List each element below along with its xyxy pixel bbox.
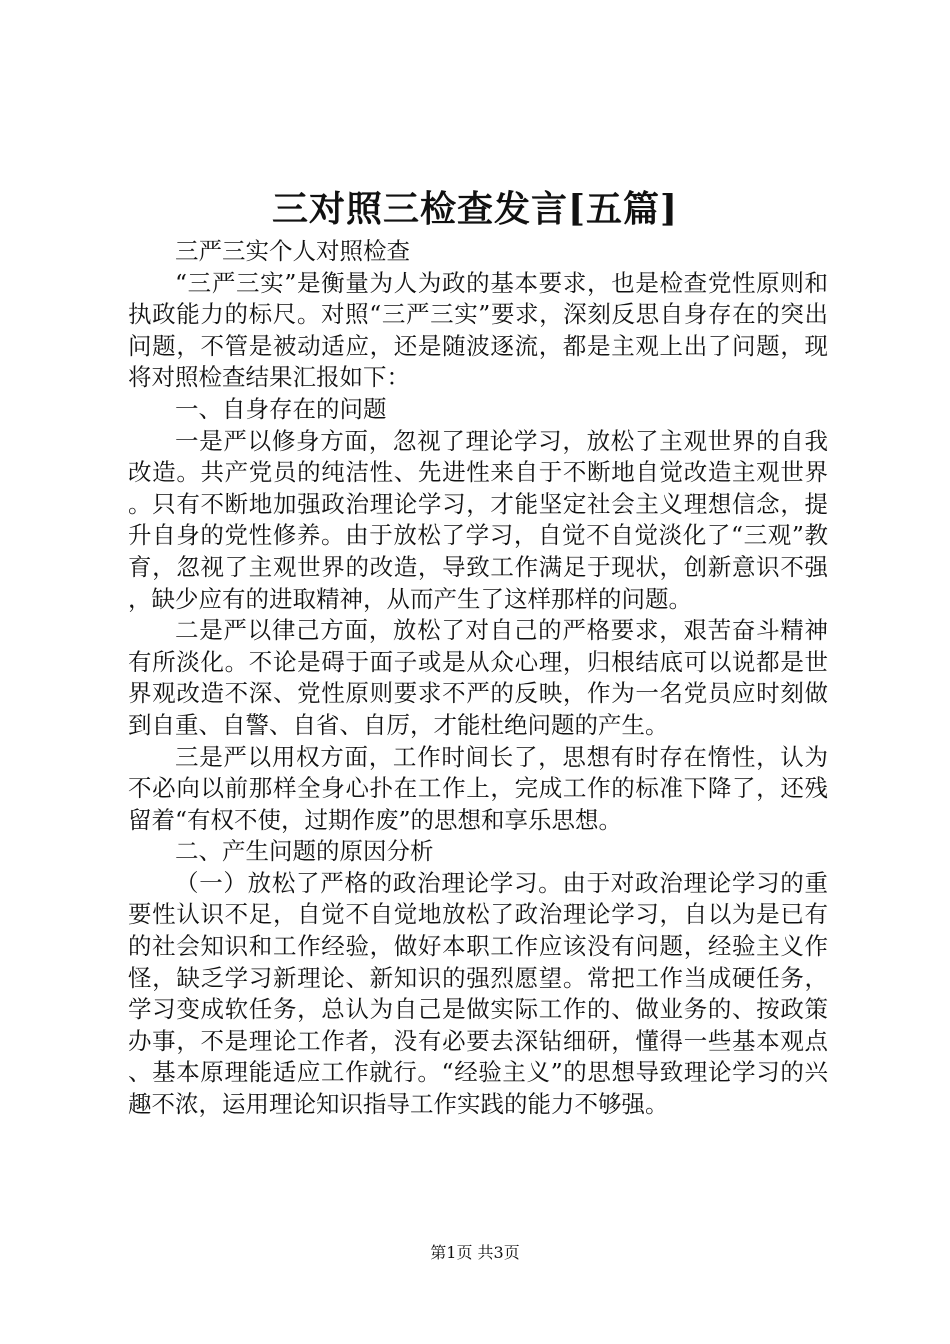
document-title: 三对照三检查发言[五篇]: [271, 188, 679, 230]
intro-paragraph: “三严三实”是衡量为人为政的基本要求，也是检查党性原则和执政能力的标尺。对照“三严三实”要求，深刻反思自身存在的突出问题，不管是被动适应，还是随波逐流，都是主观上出了问题，现将对照检查结果汇报如下：: [128, 268, 828, 392]
section-heading: 三严三实个人对照检查: [175, 237, 410, 265]
paragraph-self-cultivation: 一是严以修身方面，忽视了理论学习，放松了主观世界的自我改造。共产党员的纯洁性、先进性来自于不断地自觉改造主观世界。只有不断地加强政治理论学习，才能坚定社会主义理想信念，提升自身的党性修养。由于放松了学习，自觉不自觉淡化了“三观”教育，忽视了主观世界的改造，导致工作满足于现状，创新意识不强，缺少应有的进取精神，从而产生了这样那样的问题。: [128, 426, 828, 613]
paragraph-use-of-power: 三是严以用权方面，工作时间长了，思想有时存在惰性，认为不必向以前那样全身心扑在工作上，完成工作的标准下降了，还残留着“有权不使，过期作废”的思想和享乐思想。: [128, 742, 828, 834]
paragraph-self-discipline: 二是严以律己方面，放松了对自己的严格要求，艰苦奋斗精神有所淡化。不论是碍于面子或是从众心理，归根结底可以说都是世界观改造不深、党性原则要求不严的反映，作为一名党员应时刻做到自重、自警、自省、自厉，才能杜绝问题的产生。: [128, 616, 828, 739]
section-heading-problems: 一、自身存在的问题: [175, 394, 387, 423]
paragraph-cause-one: （一）放松了严格的政治理论学习。由于对政治理论学习的重要性认识不足，自觉不自觉地放松了政治理论学习，自以为是已有的社会知识和工作经验，做好本职工作应该没有问题，经验主义作怪，缺乏学习新理论、新知识的强烈愿望。常把工作当成硬任务，学习变成软任务，总认为自己是做实际工作的、做业务的、按政策办事，不是理论工作者，没有必要去深钻细研，懂得一些基本观点、基本原理能适应工作就行。“经验主义”的思想导致理论学习的兴趣不浓，运用理论知识指导工作实践的能力不够强。: [128, 868, 828, 1119]
section-heading-causes: 二、产生问题的原因分析: [175, 837, 434, 866]
document-body: [128, 236, 828, 1121]
page-footer: 第1页 共3页: [430, 1243, 520, 1262]
